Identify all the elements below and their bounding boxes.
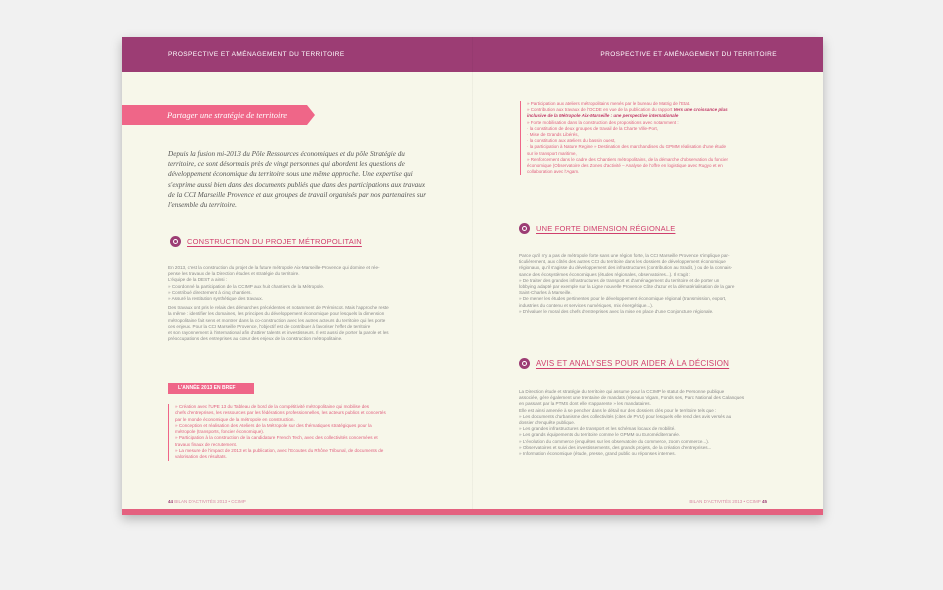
page-number: 45 xyxy=(761,499,767,504)
circle-bullet-icon xyxy=(170,236,181,247)
intro-paragraph: Depuis la fusion mi-2013 du Pôle Ressources économiques et du pôle Stratégie du territoire, ce sont désormais près de vingt personnes qui abordent les questions de développement économique du territoire sous une même approche. Une expertise qui s'exprime aussi bien dans des documents publiés que dans des participations aux travaux de la CCI Marseille Provence et aux groupes de travail organisés par nos partenaires sur l'ensemble du territoire. xyxy=(168,150,427,210)
section-title: UNE FORTE DIMENSION RÉGIONALE xyxy=(536,224,676,233)
bottom-accent-bar xyxy=(122,509,823,515)
section-heading-metropole xyxy=(170,236,362,247)
section-heading-avis xyxy=(519,358,729,369)
circle-bullet-icon xyxy=(519,358,530,369)
brief-list: » Création avec l'UPE 13 du Tableau de bord de la compétitivité métropolitaine qui mobilise des chefs d'entreprises, les ressources par les fédérations professionnelles, les acteurs publics et concertés par le monde économique de la métropole en construction. » Conception et réalisation des Ateliers de la Métropole sur des thématiques stratégiques pour la métropole (transports, foncier économique). » Participation à la construction de la candidature French Tech, avec des collectivités concernées et travaux finaux de recrutement. » La mesure de l'impact de 2013 et la publication, avec l'Ecoutes du Rhône Tribunal, de documents de valorisation des résultats. xyxy=(168,404,433,461)
section-title: AVIS ET ANALYSES POUR AIDER À LA DÉCISION xyxy=(536,359,730,368)
banner-title: Partager une stratégie de territoire xyxy=(167,110,288,120)
section-body: La Direction étude et stratégie du territoire qui assume pour la CCIMP le statut de Personne publique associée, gère également une trentaine de mandats (réseaux Vigam, Fonds ses, Parc National des Calanques en passant par la PTMS dont elle s'apparente » les mandataires. Elle est ainsi amenée à se pencher dans le détail sur des dossiers clés pour le territoire tels que : » Les documents d'urbanisme des collectivités (cites de PVU) pour lesquels elle rend des avis versés au dossier d'enquête publique. » Les grandes infrastructures de transport et les schémas locaux de mobilité. » Les grands équipements du territoire comme le GPMM ou Euroméditerranée. » L'évolution du commerce (enquêtes sur les observatoire du commerce, zoom commerce...). » Observatoires et suivi des investissements, des grands projets, de la création d'entreprises... » Information économique (étude, presse, grand public ou réponses internes. xyxy=(519,389,745,457)
right-page-footer xyxy=(689,499,767,504)
page-number: 44 xyxy=(168,499,174,504)
document-spread xyxy=(122,37,823,515)
footer-label: BILAN D'ACTIVITÉS 2013 • CCIMP xyxy=(689,499,761,504)
footer-label: BILAN D'ACTIVITÉS 2013 • CCIMP xyxy=(174,499,246,504)
banner-notch xyxy=(307,105,315,125)
page-gutter xyxy=(472,37,473,515)
section-body: Parce qu'il n'y a pas de métropole forte sans une région forte, la CCI Marseille Provence s'implique par- ticulièrement, aux côtés des autres CCI du territoire dans les dossiers de développement économique régionaux, qu'il s'agisse du développement des infrastructures (contribution au Sradit, ) ou de la connais- sance des écosystèmes économiques (études régionales, observatoires...). Il s'agit : » De traiter des grandes infrastructures de transport et d'aménagement du territoire et de porter un lobbying adapté par exemple sur la Ligne nouvelle Provence Côte d'azur et la dématérialisation de la gare Saint-Charles à Marseille. » De mener les études pertinentes pour le développement économique régional (transmission, export, industries du contenu et services numériques, mix énergétique...). » D'évaluer le moral des chefs d'entreprises avec la mise en place d'une Conjoncture régionale. xyxy=(519,253,735,314)
section-title: CONSTRUCTION DU PROJET MÉTROPOLITAIN xyxy=(187,237,362,246)
section-heading-regionale xyxy=(519,223,675,234)
highlight-text: Vers une croissance plus xyxy=(673,107,728,113)
right-top-list: » Participation aux ateliers métropolitains menés par le bureau de Matrig de l'Etat. » Contribution aux travaux de l'OCDE en vue de la publication du rapport Vers une croissance plus inclusive de la Métropole Aix-Marseille : une perspective internationale » Forte mobilisation dans la construction des propositions avec notamment : · la constitution de deux groupes de travail de la Charte Ville-Port, · Mise de Grands Libérés, · la constitution aux ateliers du bassin ouest, · la participation à Nature Regine » Destination des marchandises du GPMM réalisation d'une étude sur le transport maritime, » Renforcement dans le cadre des Chantiers métropolitains, de la démarche d'observation du foncier économique (Observatoire des Zones d'activité – Analyse de l'offre en logistique avec Rugyo et en collaboration avec l'Agam. xyxy=(520,101,787,175)
right-header-title: PROSPECTIVE ET AMÉNAGEMENT DU TERRITOIRE xyxy=(600,51,777,58)
section-body: En 2013, c'est la construction du projet de la future métropole Aix-Marseille-Provence qui domine et rée- pense les travaux de la Direction études et stratégie du territoire. L'équipe de la DEST a ainsi : » Coordonné la participation de la CCIMP aux huit chantiers de la Métropole. » Contribué directement à cinq chantiers. » Assuré la restitution synthétique des travaux. Des travaux ont pris le relais des démarches précédentes et notamment de Prémiscot. Mais l'approche reste la même : identifier les domaines, les principes du développement économique pour lesquels la dimension métropolitaine fait sens et montrer dans la co-construction avec les autres acteurs du territoire qui les porte ces enjeux. Pour la CCI Marseille Provence, l'objectif est de contribuer à favoriser l'effet de territoire et son rayonnement à l'international afin d'attirer talents et investisseurs. Il est aussi de porter la parole et les préoccupations des entreprises au cœur des enjeux de la construction métropolitaine. xyxy=(168,265,389,342)
left-page-footer xyxy=(168,499,246,504)
brief-title: L'ANNÉE 2013 EN BREF xyxy=(178,385,236,391)
circle-bullet-icon xyxy=(519,223,530,234)
left-header-title: PROSPECTIVE ET AMÉNAGEMENT DU TERRITOIRE xyxy=(168,51,345,58)
